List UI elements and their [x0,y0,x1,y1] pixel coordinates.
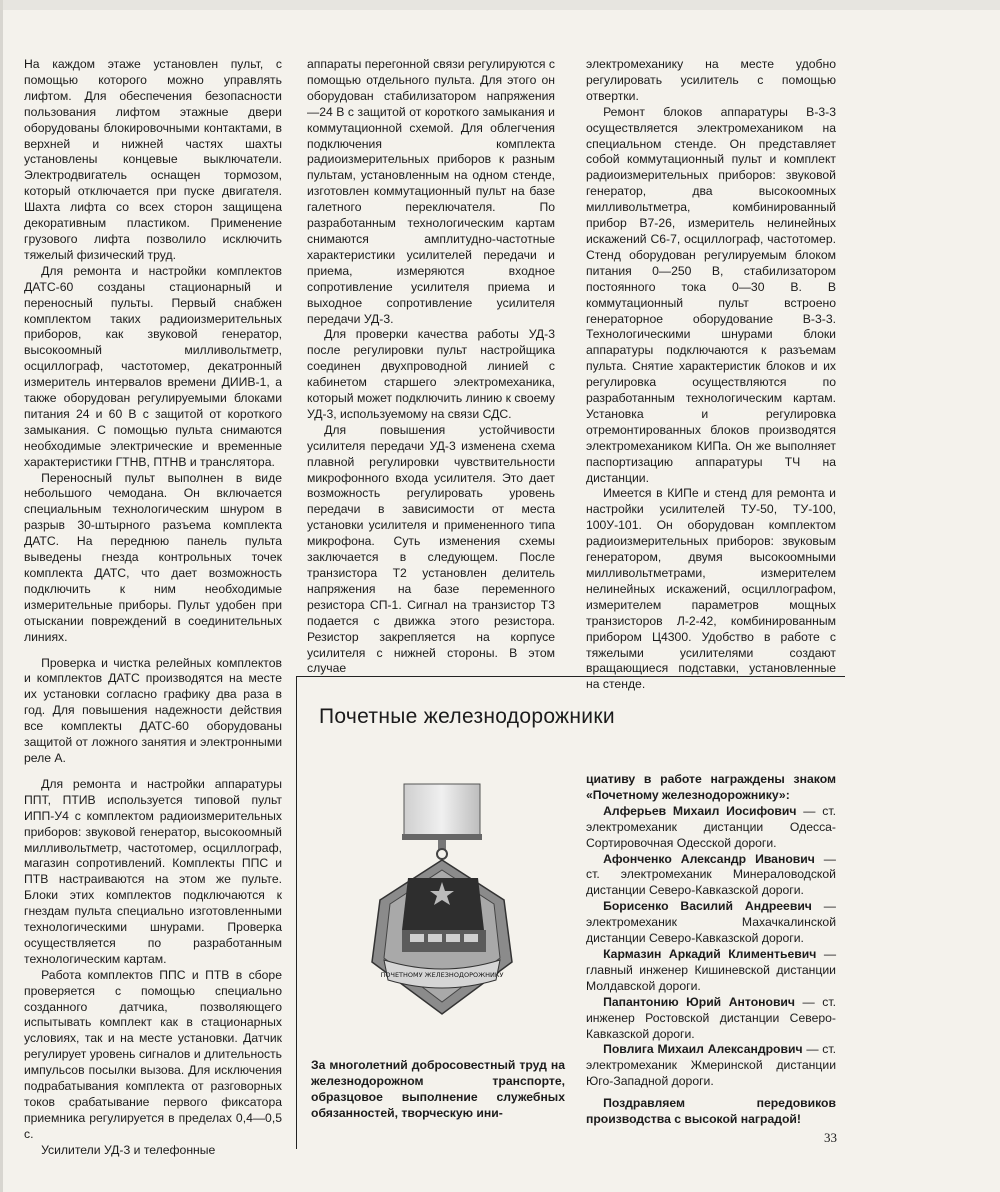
paragraph: Проверка и чистка релейных комплектов и комплектов ДАТС производятся на месте их установки согласно графику два раза в год. Для повышения надежности действия все комплекты ДАТС-60 оборудованы защитой от ложного занятия и электронными реле А. [24,655,282,765]
paragraph: Работа комплектов ППС и ПТВ в сборе проверяется с помощью специально созданного датчика, позволяющего испытывать комплект как в стационарных условиях, так и на месте установки. Датчик регулирует уровень сигналов и длительность импульсов посылки вызова. Для исключения подрабатывания комплекта от разговорных токов срабатывание первого фиксатора приемника регулируется в пределах 0,4—0,5 с. [24,967,282,1141]
awardee-name: Алферьев Михаил Иосифович [603,803,797,818]
awardee-position: — электромеханик Махачкалинской дистанции Северо-Кавказской дороги. [586,899,836,946]
paragraph: Ремонт блоков аппаратуры В-3-3 осуществляется электромехаником на специальном стенде. Он представляет собой коммутационный пульт и комплект радиоизмерительных приборов: звуковой генератор, два высокоомных милливольтметра, комбинированный прибор В7-26, измеритель нелинейных искажений С6-7, осциллограф, частотомер. Стенд оборудован регулируемым блоком питания 0—250 В, стабилизатором постоянного тока 0—30 В. В коммутационный пульт встроено генераторное оборудование В-3-3. Технологическими шнурами блоки аппаратуры подключаются к разъемам пульта. Снятие характеристик блоков и их регулировка осуществляются по разработанным технологическим картам. Установка и регулировка отремонтированных блоков производятся электромехаником КИПа. Он же выполняет паспортизацию аппаратуры ТЧ на дистанции. [586,104,836,485]
list-item [586,804,836,852]
awardee-name: Кармазин Аркадий Климентьевич [603,946,817,961]
text-column-right [586,57,836,693]
paragraph: Переносный пульт выполнен в виде небольшого чемодана. Он включается специальным технологическим шнуром в разрыв 30-штырного разъема комплекта ДАТС. На переднюю панель пульта выведены гнезда контрольных точек комплекта ДАТС, что дает возможность подключить к ним необходимые измерительные приборы. Пульт удобен при отыскании повреждений в соединительных линиях. [24,470,282,644]
awardee-name: Борисенко Василий Андреевич [603,899,812,914]
box-title: Почетные железнодорожники [319,705,615,728]
paragraph: Имеется в КИПе и стенд для ремонта и настройки усилителей ТУ-50, ТУ-100, 100У-101. Он оборудован комплектом радиоизмерительных приборов: звуковым генератором, двумя высокоомными милливольтметрами, измерителем нелинейных искажений, осциллографом, измерителем параметров мощных транзисторов Л-2-42, комбинированным прибором Ц4300. Удобство в работе с тяжелыми усилителями создают вращающиеся подставки, установленные на стенде. [586,486,836,692]
honored-railwayman-badge-icon [362,782,522,1022]
paragraph: Для ремонта и настройки аппаратуры ППТ, ПТИВ используется типовой пульт ИПП-У4 с комплектом радиоизмерительных приборов: звуковой генератор, высокоомный милливольтметр, частотомер, осциллограф, магазин сопротивлений. Комплекты ППС и ПТВ настраиваются на этом же пульте. Блоки этих комплектов подключаются к гнездам пульта специально изготовленными технологическими шнурами. Проверка осуществляется по разработанным технологическим картам. [24,776,282,966]
badge-inscription: ПОЧЕТНОМУ ЖЕЛЕЗНОДОРОЖНИКУ [380,971,504,979]
paragraph: Для повышения устойчивости усилителя передачи УД-3 изменена схема плавной регулировки чувствительности микрофонного входа усилителя. Это дает возможность регулировать уровень передачи в зависимости от места установки усилителя и примененного типа микрофона. Суть изменения схемы заключается в следующем. После транзистора Т2 установлен делитель напряжения на базе переменного резистора СП-1. Сигнал на транзистор Т3 подается с движка этого резистора. Резистор закрепляется на корпусе усилителя с нижней стороны. В этом случае [307,422,555,676]
awardee-name: Повлига Михаил Александрович [603,1042,803,1057]
list-item [586,852,836,900]
awardee-position: — ст. электромеханик Минераловодской дистанции Северо-Кавказской дороги. [586,851,836,898]
paragraph: Для проверки качества работы УД-3 после регулировки пульт настройщика соединен двухпроводной линией с кабинетом старшего электромеханика, который может подключить линию к своему УД-3, используемому на связи СДС. [307,327,555,421]
paragraph: Для ремонта и настройки комплектов ДАТС-60 созданы стационарный и переносный пульты. Первый снабжен комплектом таких радиоизмерительных приборов, как звуковой генератор, высокоомный милливольтметр, осциллограф, частотомер, декатронный измеритель интервалов времени ДИИВ-1, а также оборудован регулируемыми блоками питания 24 и 60 В с защитой от короткого замыкания. С помощью пульта снимаются необходимые электрические и временные характеристики ГТНВ, ПТНВ и транслятора. [24,263,282,469]
awardee-position: — ст. инженер Ростовской дистанции Северо-Кавказской дороги. [586,994,837,1041]
awardee-position: — ст. электромеханик Жмеринской дистанции Юго-Западной дороги. [586,1042,836,1089]
paragraph: На каждом этаже установлен пульт, с помощью которого можно управлять лифтом. Для обеспечения безопасности пользования лифтом этажные двери оборудованы блокировочными контактами, в верхней и нижней частях шахты установлены концевые выключатели. Электродвигатель оснащен тормозом, который отключается при пуске двигателя. Шахта лифта со всех сторон защищена декоративным пластиком. Применение грузового лифта позволило исключить тяжелый физический труд. [24,57,282,262]
list-item [586,1042,836,1090]
list-item [586,995,836,1043]
awardee-position: — главный инженер Кишиневской дистанции Молдавской дороги. [586,946,837,993]
awardee-position: — ст. электромеханик дистанции Одесса-Сортировочная Одесской дороги. [586,803,836,850]
awardee-list [586,772,836,1128]
list-item [586,899,836,947]
award-caption-start: За многолетний добросовестный труд на железнодорожном транспорте, образцовое выполнение служебных обязанностей, творческую ини- [311,1058,565,1120]
page-number: 33 [824,1130,837,1145]
text-column-middle [307,57,555,677]
paragraph: аппараты перегонной связи регулируются с помощью отдельного пульта. Для этого он оборудован стабилизатором напряжения —24 В с защитой от короткого замыкания и коммутационной схемой. Для облегчения подключения комплекта радиоизмерительных приборов к разным пультам, установленным на одном стенде, изготовлен коммутационный пульт на базе галетного переключателя. По разработанным технологическим картам снимаются амплитудно-частотные характеристики усилителей передачи и приема, измеряются входное сопротивление усилителя приема и выходное сопротивление усилителя передачи УД-3. [307,57,555,326]
awardee-name: Афонченко Александр Иванович [603,851,815,866]
awardee-name: Папантонию Юрий Антонович [603,994,796,1009]
paragraph: электромеханику на месте удобно регулировать усилитель с помощью отвертки. [586,57,836,103]
text-column-left [24,57,282,1159]
list-item [586,947,836,995]
paragraph: Усилители УД-3 и телефонные [41,1142,216,1157]
congratulations: Поздравляем передовиков производства с высокой наградой! [586,1096,836,1127]
award-caption-continuation: циативу в работе награждены знаком «Почетному железнодорожнику»: [586,772,836,802]
